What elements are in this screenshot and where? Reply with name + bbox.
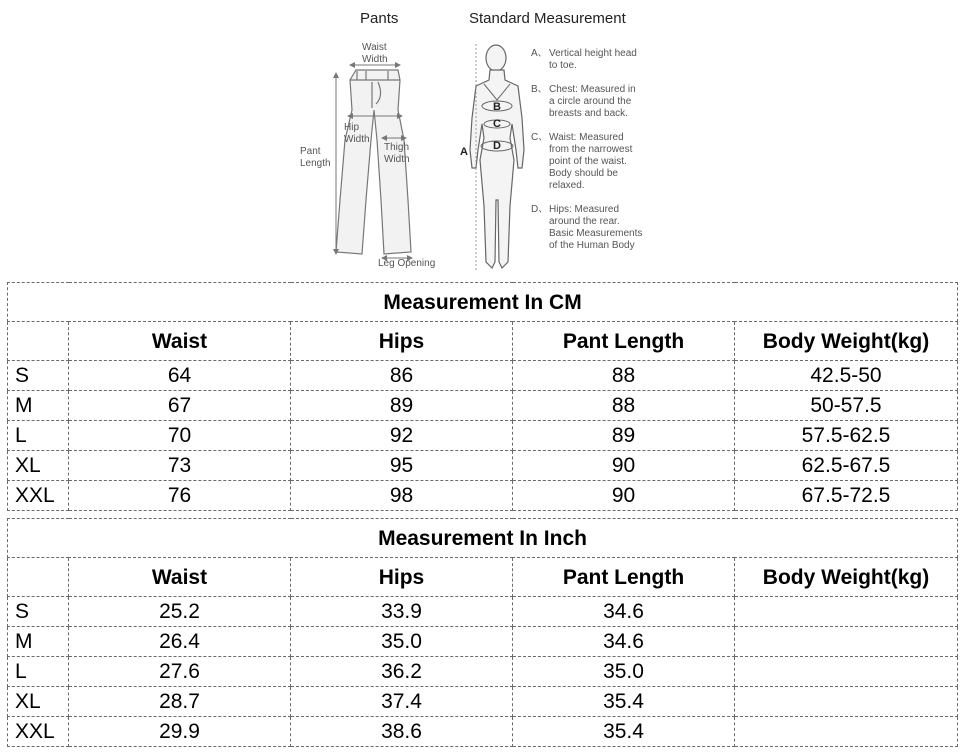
size-cell: L — [8, 421, 69, 451]
hips-cell: 38.6 — [291, 717, 513, 747]
table-row — [8, 597, 958, 627]
size-cell: XL — [8, 687, 69, 717]
leg-opening-label: Leg Opening — [378, 258, 436, 269]
pant-length-cell: 89 — [513, 421, 735, 451]
hips-cell: 98 — [291, 481, 513, 511]
waist-cell: 70 — [69, 421, 291, 451]
hips-cell: 95 — [291, 451, 513, 481]
pant-length-cell: 34.6 — [513, 597, 735, 627]
waist-cell: 29.9 — [69, 717, 291, 747]
waist-width-label: Waist Width — [362, 42, 388, 65]
body-letter-d: D — [493, 140, 501, 152]
body-weight-cell — [735, 657, 958, 687]
waist-cell: 73 — [69, 451, 291, 481]
note-b: B、 Chest: Measured in a circle around the breasts and back. — [531, 84, 636, 119]
header-body-weight: Body Weight(kg) — [735, 322, 958, 361]
body-weight-cell — [735, 627, 958, 657]
size-cell: S — [8, 597, 69, 627]
pant-length-cell: 88 — [513, 361, 735, 391]
hips-cell: 86 — [291, 361, 513, 391]
note-c: C、 Waist: Measured from the narrowest point of the waist. Body should be relaxed. — [531, 132, 633, 191]
pants-heading: Pants — [360, 10, 399, 27]
body-weight-cell: 42.5-50 — [735, 361, 958, 391]
header-waist: Waist — [69, 558, 291, 597]
pant-length-cell: 34.6 — [513, 627, 735, 657]
table-row — [8, 657, 958, 687]
header-size — [8, 322, 69, 361]
header-pant-length: Pant Length — [513, 558, 735, 597]
size-cell: M — [8, 627, 69, 657]
header-waist: Waist — [69, 322, 291, 361]
size-cell: XXL — [8, 481, 69, 511]
hips-cell: 92 — [291, 421, 513, 451]
pant-length-cell: 88 — [513, 391, 735, 421]
body-weight-cell: 62.5-67.5 — [735, 451, 958, 481]
hips-cell: 35.0 — [291, 627, 513, 657]
header-hips: Hips — [291, 558, 513, 597]
standard-measurement-heading: Standard Measurement — [469, 10, 626, 27]
pant-length-cell: 35.4 — [513, 717, 735, 747]
body-letter-a: A — [460, 146, 468, 158]
waist-cell: 67 — [69, 391, 291, 421]
body-weight-cell — [735, 597, 958, 627]
header-size — [8, 558, 69, 597]
note-d: D、 Hips: Measured around the rear. Basic Measurements of the Human Body — [531, 204, 643, 251]
body-illustration — [470, 45, 524, 268]
waist-cell: 27.6 — [69, 657, 291, 687]
table-row — [8, 481, 958, 511]
waist-cell: 64 — [69, 361, 291, 391]
table-row — [8, 421, 958, 451]
body-weight-cell — [735, 717, 958, 747]
header-hips: Hips — [291, 322, 513, 361]
body-letter-c: C — [493, 118, 501, 130]
waist-cell: 25.2 — [69, 597, 291, 627]
pant-length-cell: 90 — [513, 481, 735, 511]
waist-cell: 26.4 — [69, 627, 291, 657]
thigh-width-label: Thigh Width — [384, 142, 410, 165]
table-title: Measurement In Inch — [8, 519, 958, 558]
size-cell: L — [8, 657, 69, 687]
header-pant-length: Pant Length — [513, 322, 735, 361]
body-letter-b: B — [493, 101, 501, 113]
table-row — [8, 361, 958, 391]
table-row — [8, 451, 958, 481]
waist-cell: 28.7 — [69, 687, 291, 717]
header-body-weight: Body Weight(kg) — [735, 558, 958, 597]
measurement-diagram — [0, 0, 962, 276]
table-row — [8, 717, 958, 747]
table-row — [8, 627, 958, 657]
hips-cell: 89 — [291, 391, 513, 421]
hips-cell: 36.2 — [291, 657, 513, 687]
size-cell: S — [8, 361, 69, 391]
hip-width-label: Hip Width — [344, 122, 370, 145]
pant-length-cell: 35.0 — [513, 657, 735, 687]
size-cell: XL — [8, 451, 69, 481]
body-weight-cell: 50-57.5 — [735, 391, 958, 421]
table-row — [8, 391, 958, 421]
body-weight-cell — [735, 687, 958, 717]
body-weight-cell: 57.5-62.5 — [735, 421, 958, 451]
waist-cell: 76 — [69, 481, 291, 511]
table-row — [8, 687, 958, 717]
note-a: A、 Vertical height head to toe. — [531, 48, 637, 71]
pant-length-cell: 90 — [513, 451, 735, 481]
pant-length-label: Pant Length — [300, 146, 331, 169]
body-weight-cell: 67.5-72.5 — [735, 481, 958, 511]
size-table-inch — [7, 518, 958, 747]
size-cell: M — [8, 391, 69, 421]
size-cell: XXL — [8, 717, 69, 747]
diagram-drawing — [0, 0, 962, 276]
hips-cell: 33.9 — [291, 597, 513, 627]
pant-length-cell: 35.4 — [513, 687, 735, 717]
hips-cell: 37.4 — [291, 687, 513, 717]
size-table-cm — [7, 282, 958, 511]
table-title: Measurement In CM — [8, 283, 958, 322]
